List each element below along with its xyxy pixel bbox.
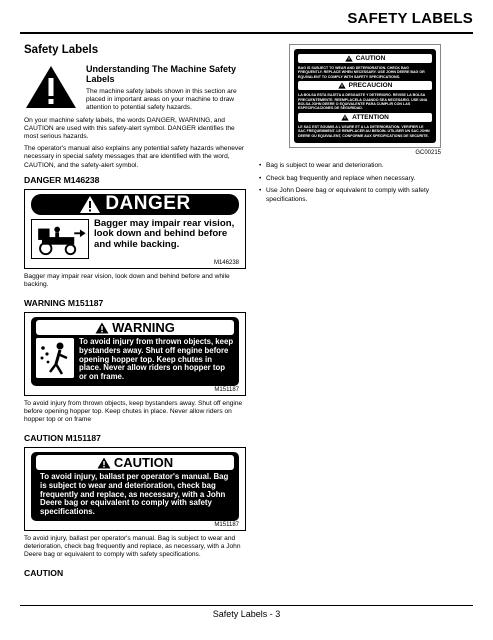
warning-triangle-icon [95, 322, 109, 334]
thrown-objects-icon [36, 338, 74, 378]
mower-backing-icon [31, 219, 89, 259]
ml-block-english: BAG IS SUBJECT TO WEAR AND DETERIORATION. CHECK BAG FREQUENTLY. REPLACE WHEN NECESSARY. USE JOHN DEERE BAG OR EQUIVALENT TO COMPLY WITH SAFETY SPECIFICATIONS. [298, 66, 425, 79]
bullet-item: • Use John Deere bag or equivalent to comply with safety specifications. [259, 187, 471, 203]
page-footer [20, 605, 473, 619]
ml-title-spanish-text: PRECAUCION [348, 82, 393, 90]
intro-paragraph-2: On your machine safety labels, the words DANGER, WARNING, and CAUTION are used with this safety-alert symbol. DANGER identifies the most serious hazards. [24, 116, 235, 141]
warning-part-code: M151187 [214, 386, 239, 393]
intro-subhead: Understanding The Machine Safety Labels [86, 64, 237, 84]
warning-heading: WARNING M151187 [24, 298, 104, 309]
bullet-item: • Check bag frequently and replace when necessary. [259, 175, 471, 183]
warning-triangle-icon [97, 457, 111, 469]
danger-part-code: M146238 [213, 259, 239, 266]
ml-title-spanish [298, 81, 432, 90]
ml-part-code: GC00215 [415, 150, 441, 157]
bullet-list [259, 162, 471, 204]
intro-block [24, 64, 246, 117]
warning-sign [24, 312, 246, 396]
caution-message: To avoid injury, ballast per operator's manual. Bag is subject to wear and deterioration, check bag frequently and replace, as necessary, with a John Deere bag or equivalent to comply with safety specifications. [40, 472, 229, 517]
caution-caption: To avoid injury, ballast per operator's manual. Bag is subject to wear and deterioration, check bag frequently and replace, as necessary, with a John Deere bag or equivalent to comply with safety specifications. [24, 534, 241, 559]
ml-title-english [298, 54, 432, 63]
warning-triangle-icon [79, 195, 101, 214]
ml-title-english-text: CAUTION [355, 55, 386, 62]
danger-heading: DANGER M146238 [24, 174, 100, 185]
intro-paragraph-3: The operator's manual also explains any potential safety hazards whenever necessary in special safety messages that are identified with the word, CAUTION, and the safety-alert symbol. [24, 145, 245, 169]
warning-triangle-icon [341, 114, 349, 121]
danger-banner [31, 194, 239, 215]
warning-message: To avoid injury from thrown objects, keep bystanders away. Shut off engine before opening hopper top. Keep chutes in place. Never allow riders on hopper top or on frame. [79, 337, 234, 382]
page-header [20, 6, 473, 34]
footer-text: Safety Labels - 3 [212, 609, 281, 619]
caution-signal-word: CAUTION [113, 455, 174, 471]
ml-block-french: LE SAC EST SOUMIS A L'USURE ET A LA DETERIORATION. VERIFIER LE SAC FREQUEMMENT. LE REMPLACER AU BESOIN. UTILISER UN SAC JOHN DEERE OU EQUIVALENT, CONFORME AUX SPECIFICATIONS DE SECURITE. [298, 124, 430, 138]
caution-part-code: M151187 [214, 521, 239, 528]
section-title: Safety Labels [24, 44, 99, 56]
danger-signal-word: DANGER [105, 193, 191, 215]
caution-next-heading: CAUTION [24, 568, 64, 579]
multilingual-caution-label [289, 44, 441, 148]
safety-alert-symbol-icon [24, 64, 78, 110]
warning-triangle-icon [338, 82, 346, 89]
warning-signal-word: WARNING [112, 320, 175, 336]
danger-sign [24, 189, 246, 269]
caution-heading: CAUTION M151187 [24, 433, 101, 444]
ml-title-french [298, 113, 432, 122]
danger-message: Bagger may impair rear vision, look down and behind before and while backing. [94, 217, 235, 251]
warning-caption: To avoid injury from thrown objects, keep bystanders away. Shut off engine before opening hopper top. Keep chutes in place. Never allow riders on hopper top or on frame [24, 399, 243, 424]
ml-block-spanish: LA BOLSA ESTA SUJETA A DESGASTE Y DETERIORO. REVISE LA BOLSA FRECUENTEMENTE. REEMPLACELA CUANDO SEA NECESARIO. USE UNA BOLSA JOHN DEERE O EQUIVALENTE PARA CUMPLIR CON LAS ESPECIFICACIONES DE SEGURIDAD. [298, 93, 428, 111]
intro-paragraph-1: The machine safety labels shown in this section are placed in important areas on your machine to draw attention to potential safety hazards. [86, 88, 237, 112]
bullet-item: • Bag is subject to wear and deterioration. [259, 162, 471, 170]
warning-triangle-icon [345, 55, 353, 62]
right-column [259, 44, 471, 208]
left-column [24, 44, 246, 582]
caution-sign [24, 447, 246, 531]
ml-title-french-text: ATTENTION [352, 113, 389, 121]
page-title: SAFETY LABELS [347, 10, 473, 27]
danger-caption: Bagger may impair rear vision, look down and behind before and while backing. [24, 272, 230, 289]
